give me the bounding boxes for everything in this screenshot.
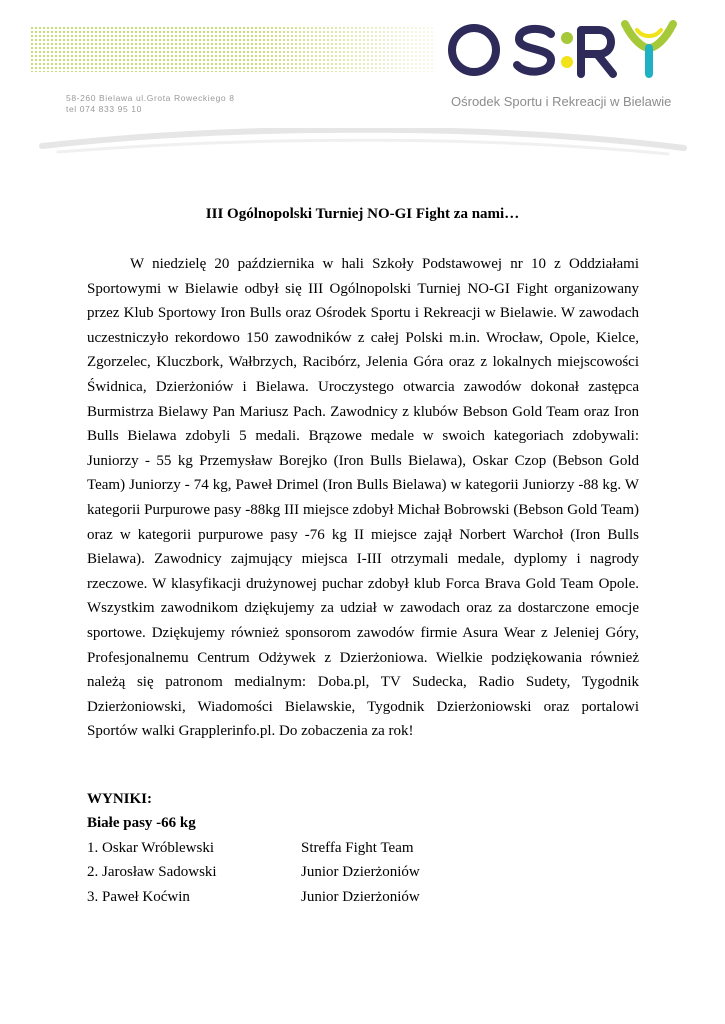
competitor-name: 1. Oskar Wróblewski (87, 839, 215, 856)
decorative-dot-pattern (30, 26, 435, 72)
results-section (87, 787, 647, 909)
address-block (66, 93, 235, 114)
result-row (87, 885, 647, 909)
results-heading: WYNIKI: (87, 791, 153, 807)
osr-logo (447, 18, 679, 80)
article-body: W niedzielę 20 października w hali Szkoły Podstawowej nr 10 z Oddziałami Sportowymi w Bielawie odbył się III Ogólnopolski Turniej NO-GI Fight organizowany przez Klub Sportowy Iron Bulls oraz Ośrodek Sportu i Rekreacji w Bielawie. W zawodach uczestniczyło rekordowo 150 zawodników z całej Polski m.in. Wrocław, Opole, Kielce, Zgorzelec, Kluczbork, Wałbrzych, Racibórz, Jelenia Góra oraz z lokalnych miejscowości Świdnica, Dzierżoniów i Bielawa. Uroczystego otwarcia zawodów dokonał zastępca Burmistrza Bielawy Pan Mariusz Pach. Zawodnicy z klubów Bebson Gold Team oraz Iron Bulls Bielawa zdobyli 5 medali. Brązowe medale w swoich kategoriach zdobywali: Juniorzy - 55 kg Przemysław Borejko (Iron Bulls Bielawa), Oskar Czop (Bebson Gold Team) Juniorzy - 74 kg, Paweł Drimel (Iron Bulls Bielawa) w kategorii Juniorzy -88 kg. W kategorii Purpurowe pasy -88kg III miejsce zdobył Michał Bobrowski (Bebson Gold Team) oraz w kategorii purpurowe pasy -76 kg II miejsce zajął Norbert Warchoł (Iron Bulls Bielawa). Zawodnicy zajmujący miejsca I-III otrzymali medale, dyplomy i nagrody rzeczowe. W klasyfikacji drużynowej puchar zdobył klub Forca Brava Gold Team Opole. Wszystkim zawodnikom dziękujemy za udział w zawodach oraz za dostarczone emocje sportowe. Dziękujemy również sponsorom zawodów firmie Asura Wear z Jeleniej Góry, Profesjonalnemu Centrum Odżywek z Dzierżoniowa. Wielkie podziękowania również należą się patronom medialnym: Doba.pl, TV Sudecka, Radio Sudety, Tygodnik Dzierżoniowski, Wiadomości Bielawskie, Tygodnik Dzierżoniowski oraz portalowi Sportów walki Grapplerinfo.pl. Do zobaczenia za rok! (87, 256, 639, 740)
competitor-club: Streffa Fight Team (301, 839, 414, 856)
competitor-name: 2. Jarosław Sadowski (87, 864, 217, 881)
result-row (87, 860, 647, 884)
competitor-club: Junior Dzierżoniów (301, 888, 420, 905)
competitor-name: 3. Paweł Koćwin (87, 888, 190, 905)
competitor-club: Junior Dzierżoniów (301, 864, 420, 881)
phone-line: tel 074 833 95 10 (66, 103, 142, 114)
article-title: III Ogólnopolski Turniej NO-GI Fight za nami… (205, 206, 520, 222)
address-line: 58-260 Bielawa ul.Grota Roweckiego 8 (66, 93, 235, 103)
results-category: Białe pasy -66 kg (87, 815, 196, 832)
organization-tagline: Ośrodek Sportu i Rekreacji w Bielawie (451, 94, 672, 109)
header-swoosh-divider (38, 128, 688, 162)
result-row (87, 836, 647, 860)
